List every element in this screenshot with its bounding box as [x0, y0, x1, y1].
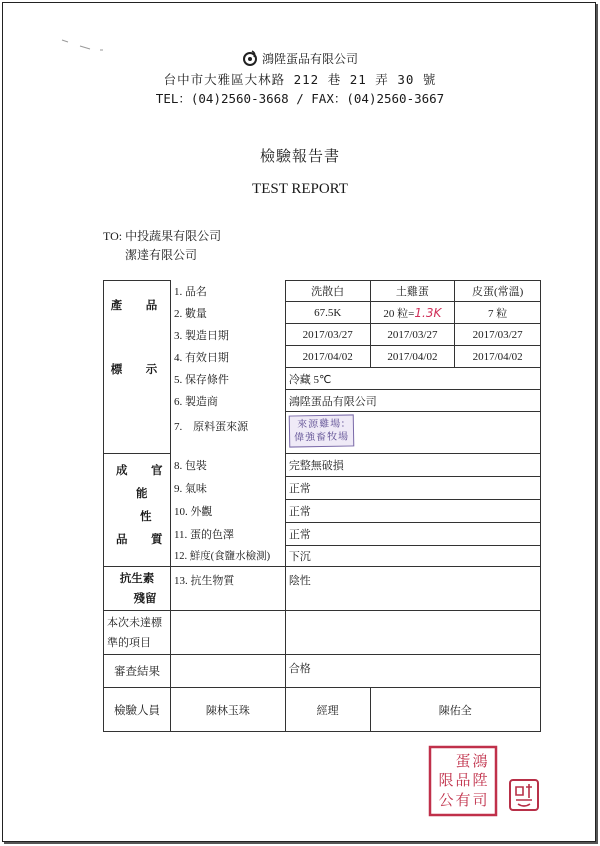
item-name-label: 1. 品名 [170, 281, 285, 302]
item-storage-label: 5. 保存條件 [170, 368, 285, 390]
product-3-mfg: 2017/03/27 [455, 324, 541, 346]
recipient-block [103, 227, 221, 265]
recipient-label: TO: [103, 229, 123, 243]
antibiotic-value: 陰性 [285, 567, 540, 611]
section-antibiotic: 抗生素 殘留 [104, 567, 171, 611]
seal-char: 品 [455, 771, 471, 789]
table-row [104, 454, 541, 477]
item-odor-label: 9. 氣味 [170, 477, 285, 500]
inspector-name: 陳林玉珠 [170, 688, 285, 732]
section-inspector: 檢驗人員 [104, 688, 171, 732]
nonconform-item-cell [170, 611, 285, 655]
product-2-exp: 2017/04/02 [370, 346, 455, 368]
product-3-name: 皮蛋(常溫) [455, 281, 541, 302]
recipient-1: 中投蔬果有限公司 [125, 229, 222, 243]
maker-value: 鴻陞蛋品有限公司 [285, 390, 540, 412]
section-sensory: 成 官 能 性 品 質 [104, 454, 171, 567]
item-freshness-label: 12. 鮮度(食鹽水檢測) [170, 546, 285, 567]
item-mfg-label: 3. 製造日期 [170, 324, 285, 346]
product-3-exp: 2017/04/02 [455, 346, 541, 368]
product-1-exp: 2017/04/02 [285, 346, 370, 368]
manager-name: 陳佑全 [370, 688, 540, 732]
table-row [104, 611, 541, 655]
item-exp-label: 4. 有效日期 [170, 346, 285, 368]
item-qty-label: 2. 數量 [170, 302, 285, 324]
freshness-value: 下沉 [285, 546, 540, 567]
item-appearance-label: 10. 外觀 [170, 500, 285, 523]
item-color-label: 11. 蛋的色澤 [170, 523, 285, 546]
source-value [285, 412, 540, 454]
company-phone: TEL：(04)2560-3668 / FAX：(04)2560-3667 [155, 91, 445, 106]
signature-seal-stamp [508, 778, 540, 812]
company-seal-stamp [428, 745, 498, 817]
company-address: 台中市大雅區大林路 212 巷 21 弄 30 號 [163, 72, 437, 87]
product-2-mfg: 2017/03/27 [370, 324, 455, 346]
company-name: 鴻陞蛋品有限公司 [261, 52, 358, 66]
product-1-qty: 67.5K [285, 302, 370, 324]
handwritten-qty: 1.3K [414, 305, 442, 320]
appearance-value: 正常 [285, 500, 540, 523]
table-row [104, 688, 541, 732]
product-3-qty: 7 粒 [455, 302, 541, 324]
company-header [0, 50, 600, 67]
packing-value: 完整無破損 [285, 454, 540, 477]
item-source-label: 7. 原料蛋來源 [170, 412, 285, 454]
seal-char: 陞 [472, 771, 488, 789]
table-row [104, 655, 541, 688]
product-1-name: 洗散白 [285, 281, 370, 302]
recipient-2: 潔達有限公司 [125, 248, 198, 262]
report-title-zh: 檢驗報告書 [259, 147, 340, 165]
table-row [104, 567, 541, 611]
section-product: 產 品 標 示 [104, 281, 171, 454]
seal-char: 司 [472, 791, 488, 809]
product-2-name: 土雞蛋 [370, 281, 455, 302]
seal-char: 蛋 [455, 752, 471, 770]
product-1-mfg: 2017/03/27 [285, 324, 370, 346]
result-value: 合格 [285, 655, 540, 688]
section-result: 審查結果 [104, 655, 171, 688]
item-packing-label: 8. 包裝 [170, 454, 285, 477]
section-nonconform: 本次未達標 準的項目 [104, 611, 171, 655]
seal-char: 公 [438, 791, 454, 809]
nonconform-value [285, 611, 540, 655]
company-logo-icon [242, 50, 258, 66]
storage-value: 冷藏 5℃ [285, 368, 540, 390]
item-antibiotic-label: 13. 抗生物質 [170, 567, 285, 611]
table-row [104, 281, 541, 302]
report-title-en: TEST REPORT [252, 181, 348, 197]
item-maker-label: 6. 製造商 [170, 390, 285, 412]
product-2-qty: 20 粒=1.3K [370, 302, 455, 324]
result-item-cell [170, 655, 285, 688]
manager-label: 經理 [285, 688, 370, 732]
source-farm-stamp: 來源雞場: 偉強畜牧場 [289, 414, 355, 447]
seal-char: 限 [438, 771, 454, 789]
seal-char: 鴻 [472, 752, 488, 770]
report-table [103, 280, 541, 732]
seal-char: 有 [455, 791, 471, 809]
color-value: 正常 [285, 523, 540, 546]
odor-value: 正常 [285, 477, 540, 500]
